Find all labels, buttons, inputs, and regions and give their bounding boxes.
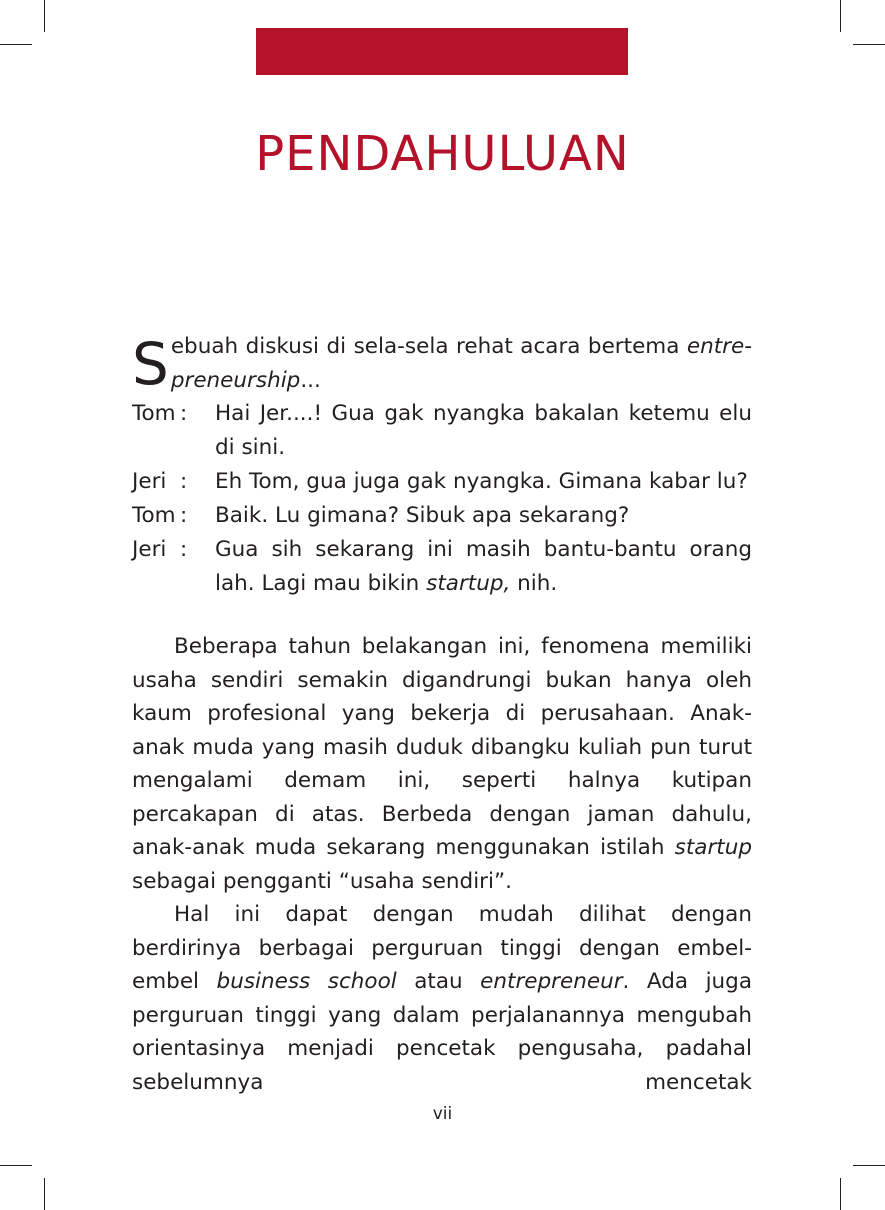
crop-mark <box>853 1165 885 1166</box>
crop-mark <box>0 44 32 45</box>
chapter-header-bar <box>256 28 628 75</box>
crop-mark <box>840 0 841 32</box>
dialogue-line: Jeri : Gua sih sekarang ini masih bantu-bantu orang lah. Lagi mau bikin startup, nih. <box>132 533 752 601</box>
body-text <box>132 630 752 1099</box>
speaker: Jeri <box>132 537 167 562</box>
dialogue <box>132 397 752 601</box>
speaker: Tom <box>132 503 176 528</box>
page-number: vii <box>432 1104 453 1124</box>
paragraph: Hal ini dapat dengan mudah dilihat dengan berdirinya berbagai perguruan tinggi dengan embel-embel business school atau entrepreneur. Ada juga perguruan tinggi yang dalam perjalanannya mengubah orientasinya menjadi pencetak pengusaha, padahal sebelumnya mencetak <box>132 902 752 1095</box>
speaker: Tom <box>132 401 176 426</box>
crop-mark <box>853 44 885 45</box>
crop-mark <box>44 0 45 32</box>
crop-mark <box>0 1165 32 1166</box>
crop-mark <box>840 1178 841 1210</box>
dialogue-line: Tom : Baik. Lu gimana? Sibuk apa sekarang? <box>132 499 752 533</box>
paragraph: Beberapa tahun belakangan ini, fenomena memiliki usaha sendiri semakin digandrungi bukan hanya oleh kaum profesional yang bekerja di perusahaan. Anak-anak muda yang masih duduk dibangku kuliah pun turut mengalami demam ini, seperti halnya kutipan percakapan di atas. Berbeda dengan jaman dahulu, anak-anak muda sekarang menggunakan istilah startup sebagai pengganti “usaha sendiri”. <box>132 634 752 894</box>
dialogue-line: Tom : Hai Jer....! Gua gak nyangka bakalan ketemu elu di sini. <box>132 397 752 465</box>
chapter-title: PENDAHULUAN <box>255 126 630 182</box>
intro-paragraph: Sebuah diskusi di sela-sela rehat acara bertema entre-preneurship... <box>132 330 752 398</box>
drop-cap: S <box>132 330 169 398</box>
dialogue-text: Baik. Lu gimana? Sibuk apa sekarang? <box>215 503 630 528</box>
speaker: Jeri <box>132 469 167 494</box>
dialogue-line: Jeri : Eh Tom, gua juga gak nyangka. Gimana kabar lu? <box>132 465 752 499</box>
dialogue-text: Hai Jer....! Gua gak nyangka bakalan ketemu elu di sini. <box>215 401 752 460</box>
dialogue-text: Gua sih sekarang ini masih bantu-bantu orang lah. Lagi mau bikin startup, nih. <box>215 537 752 596</box>
dialogue-text: Eh Tom, gua juga gak nyangka. Gimana kabar lu? <box>215 469 748 494</box>
crop-mark <box>44 1178 45 1210</box>
